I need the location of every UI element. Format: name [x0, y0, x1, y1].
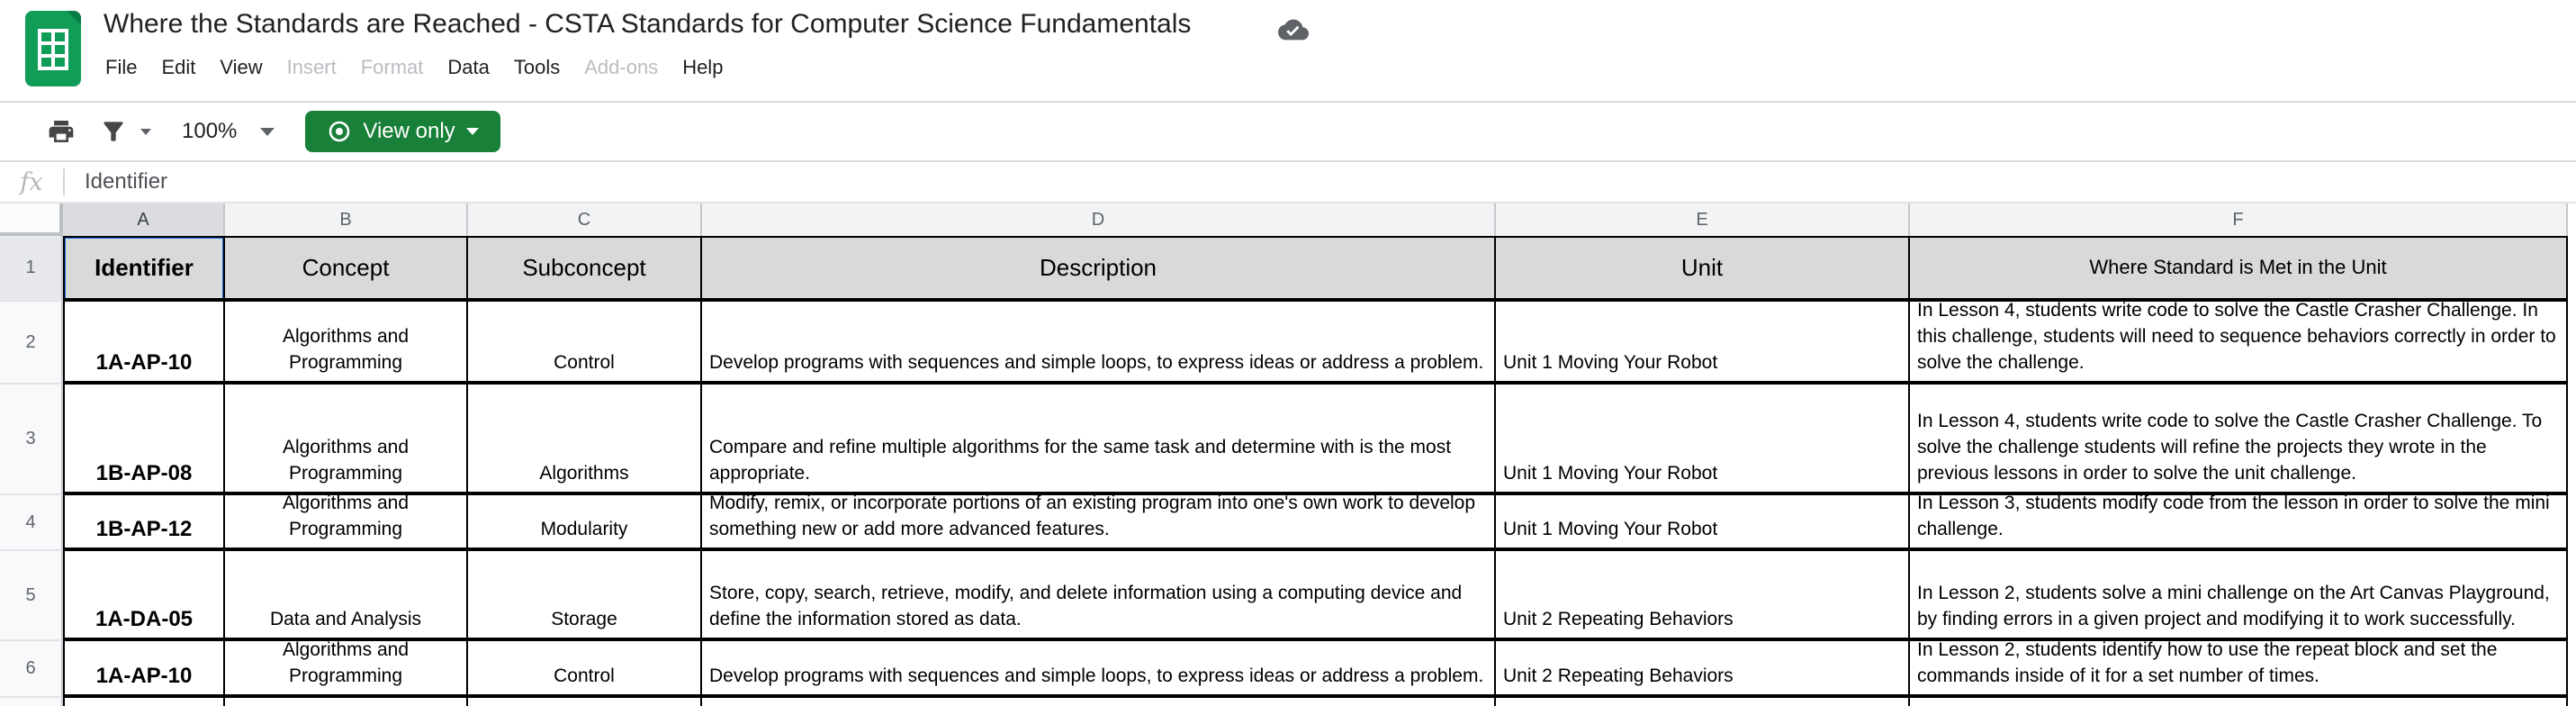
- eye-icon: [327, 119, 352, 144]
- sheets-logo-icon[interactable]: [25, 11, 81, 86]
- top-bar: [0, 0, 2576, 101]
- cell-F1[interactable]: Where Standard is Met in the Unit: [1910, 236, 2568, 302]
- column-headers: [0, 204, 2576, 236]
- cell-D2[interactable]: Develop programs with sequences and simple loops, to express ideas or address a problem.: [702, 302, 1496, 385]
- cell-E7-partial: [1496, 698, 1910, 706]
- menu-item-data[interactable]: Data: [447, 56, 490, 78]
- table-row: [0, 302, 2576, 385]
- zoom-caret-icon[interactable]: [260, 128, 275, 136]
- cell-F5[interactable]: In Lesson 2, students solve a mini challenge on the Art Canvas Playground, by finding errors in a given project and modifying it to work successfully.: [1910, 551, 2568, 641]
- table-header-row: [0, 236, 2576, 302]
- row-header-4[interactable]: 4: [0, 495, 63, 551]
- cell-A4[interactable]: 1B-AP-12: [63, 495, 225, 551]
- cell-D5[interactable]: Store, copy, search, retrieve, modify, and delete information using a computing device and define the information stored as data.: [702, 551, 1496, 641]
- formula-input[interactable]: Identifier: [85, 169, 168, 194]
- formula-bar: [0, 160, 2576, 204]
- cell-B2[interactable]: Algorithms and Programming: [225, 302, 468, 385]
- menu-item-insert: Insert: [286, 56, 337, 78]
- cell-E1[interactable]: Unit: [1496, 236, 1910, 302]
- cell-A3[interactable]: 1B-AP-08: [63, 385, 225, 495]
- menu-bar: [105, 56, 723, 79]
- cell-D6[interactable]: Develop programs with sequences and simple loops, to express ideas or address a problem.: [702, 641, 1496, 698]
- cell-B7-partial: [225, 698, 468, 706]
- menu-item-view[interactable]: View: [220, 56, 263, 78]
- cell-F6[interactable]: In Lesson 2, students identify how to use the repeat block and set the commands inside of it for a set number of times.: [1910, 641, 2568, 698]
- cell-F3[interactable]: In Lesson 4, students write code to solve the Castle Crasher Challenge. To solve the challenge students will refine the projects they wrote in the previous lessons in order to solve the unit challenge.: [1910, 385, 2568, 495]
- zoom-level[interactable]: 100%: [182, 119, 238, 143]
- view-only-caret-icon: [466, 128, 479, 135]
- document-title[interactable]: Where the Standards are Reached - CSTA Standards for Computer Science Fundamentals: [104, 9, 1192, 39]
- cell-E5[interactable]: Unit 2 Repeating Behaviors: [1496, 551, 1910, 641]
- cell-A6[interactable]: 1A-AP-10: [63, 641, 225, 698]
- cell-D3[interactable]: Compare and refine multiple algorithms for the same task and determine with is the most appropriate.: [702, 385, 1496, 495]
- cloud-saved-icon[interactable]: [1278, 14, 1309, 45]
- cell-D1[interactable]: Description: [702, 236, 1496, 302]
- cell-B5[interactable]: Data and Analysis: [225, 551, 468, 641]
- view-only-button[interactable]: [305, 111, 500, 152]
- menu-item-file[interactable]: File: [105, 56, 138, 78]
- menu-item-tools[interactable]: Tools: [513, 56, 561, 78]
- filter-icon[interactable]: [99, 117, 128, 146]
- row-header-1[interactable]: 1: [0, 236, 63, 302]
- cell-C5[interactable]: Storage: [468, 551, 702, 641]
- table-row: [0, 385, 2576, 495]
- row-header-3[interactable]: 3: [0, 385, 63, 495]
- cell-A2[interactable]: 1A-AP-10: [63, 302, 225, 385]
- sheets-logo-grid: [38, 29, 68, 70]
- row-header-6[interactable]: 6: [0, 641, 63, 698]
- print-icon[interactable]: [47, 117, 76, 146]
- cell-B3[interactable]: Algorithms and Programming: [225, 385, 468, 495]
- table-row: [0, 641, 2576, 698]
- column-header-b[interactable]: B: [225, 204, 468, 236]
- column-header-a[interactable]: A: [63, 204, 225, 236]
- row-header-partial: [0, 698, 63, 706]
- menu-item-format: Format: [360, 56, 424, 78]
- fx-icon: fx: [20, 167, 43, 196]
- menu-item-help[interactable]: Help: [682, 56, 724, 78]
- toolbar: [0, 101, 2576, 160]
- column-header-d[interactable]: D: [702, 204, 1496, 236]
- row-header-2[interactable]: 2: [0, 302, 63, 385]
- cell-C7-partial: [468, 698, 702, 706]
- menu-item-edit[interactable]: Edit: [161, 56, 196, 78]
- cell-C6[interactable]: Control: [468, 641, 702, 698]
- cell-F2[interactable]: In Lesson 4, students write code to solve the Castle Crasher Challenge. In this challenge, students will need to sequence behaviors correctly in order to solve the challenge.: [1910, 302, 2568, 385]
- cell-C3[interactable]: Algorithms: [468, 385, 702, 495]
- row-header-5[interactable]: 5: [0, 551, 63, 641]
- cell-C4[interactable]: Modularity: [468, 495, 702, 551]
- cell-B1[interactable]: Concept: [225, 236, 468, 302]
- cell-E6[interactable]: Unit 2 Repeating Behaviors: [1496, 641, 1910, 698]
- column-header-f[interactable]: F: [1910, 204, 2568, 236]
- cell-A7-partial: [63, 698, 225, 706]
- cell-F4[interactable]: In Lesson 3, students modify code from the lesson in order to solve the mini challenge.: [1910, 495, 2568, 551]
- column-header-e[interactable]: E: [1496, 204, 1910, 236]
- sheet-grid: [0, 204, 2576, 706]
- filter-caret-icon[interactable]: [140, 129, 151, 135]
- cell-A1[interactable]: Identifier: [63, 236, 225, 302]
- menu-item-addons: Add-ons: [584, 56, 659, 78]
- partial-row: [0, 698, 2576, 706]
- cell-C2[interactable]: Control: [468, 302, 702, 385]
- cell-F7-partial: [1910, 698, 2568, 706]
- view-only-label: View only: [363, 119, 455, 143]
- cell-D4[interactable]: Modify, remix, or incorporate portions of an existing program into one's own work to develop something new or add more advanced features.: [702, 495, 1496, 551]
- cell-C1[interactable]: Subconcept: [468, 236, 702, 302]
- sheets-logo-fold: [67, 11, 81, 25]
- table-row: [0, 551, 2576, 641]
- select-all-corner[interactable]: [0, 204, 63, 236]
- cell-B4[interactable]: Algorithms and Programming: [225, 495, 468, 551]
- cell-E2[interactable]: Unit 1 Moving Your Robot: [1496, 302, 1910, 385]
- table-row: [0, 495, 2576, 551]
- cell-B6[interactable]: Algorithms and Programming: [225, 641, 468, 698]
- column-header-c[interactable]: C: [468, 204, 702, 236]
- cell-A5[interactable]: 1A-DA-05: [63, 551, 225, 641]
- cell-E4[interactable]: Unit 1 Moving Your Robot: [1496, 495, 1910, 551]
- cell-E3[interactable]: Unit 1 Moving Your Robot: [1496, 385, 1910, 495]
- cell-D7-partial: [702, 698, 1496, 706]
